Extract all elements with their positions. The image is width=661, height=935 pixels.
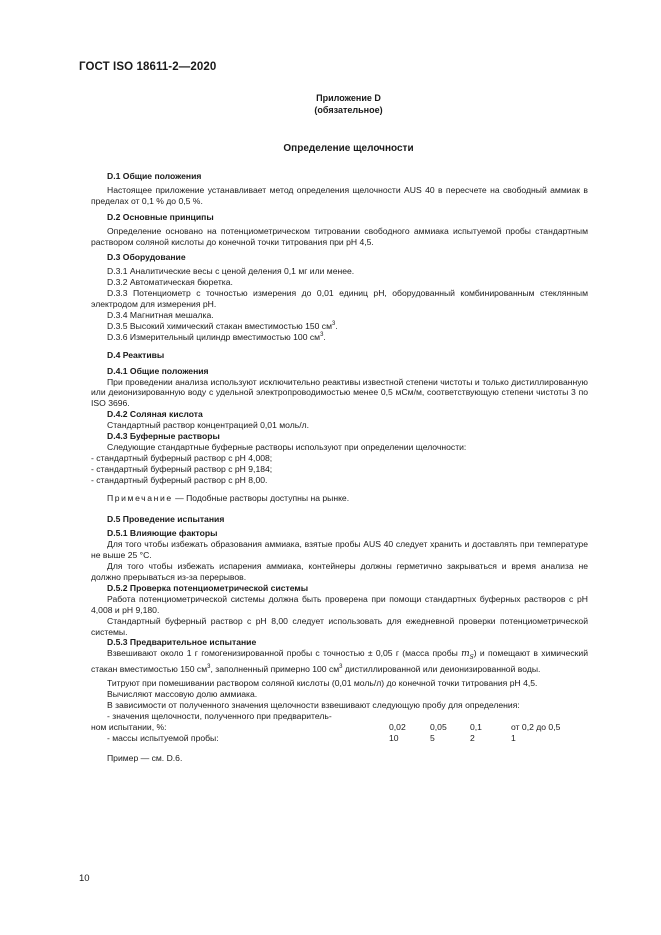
section-heading-d4: D.4 Реактивы (107, 349, 165, 360)
subsection-heading-d42: D.4.2 Соляная кислота (107, 409, 203, 420)
annex-heading (0, 92, 661, 116)
table-row-label: - значения щелочности, полученного при предваритель- (107, 710, 332, 721)
list-item: D.3.4 Магнитная мешалка. (107, 309, 214, 320)
list-item: D.3.3 Потенциометр с точностью измерения до 0,01 единиц pH, оборудованный комбинированным стеклянным электродом для измерения pH. (91, 288, 588, 310)
annex-title: Определение щелочности (283, 143, 414, 154)
section-heading-d3: D.3 Оборудование (107, 252, 186, 263)
paragraph: В зависимости от полученного значения щелочности взвешивают следующую пробу для определения: (107, 699, 520, 710)
page-number: 10 (79, 873, 90, 884)
paragraph: Определение основано на потенциометрическом титровании свободного аммиака испытуемой пробы стандартным раствором соляной кислоты до конечной точки титрования при pH 4,5. (91, 225, 588, 247)
subsection-heading-d43: D.4.3 Буферные растворы (107, 431, 220, 442)
table-cell: 2 (470, 732, 475, 743)
paragraph: Следующие стандартные буферные растворы используют при определении щелочности: (107, 441, 467, 452)
list-item: - стандартный буферный раствор с pH 8,00. (91, 474, 268, 485)
paragraph: Взвешивают около 1 г гомогенизированной пробы с точностью ± 0,05 г (масса пробы $m_S$) и помещают в химический стакан вместимостью 150 $см^3$, заполненный примерно 100 $см^3$ дистиллированной или деионизированной воды. (91, 648, 588, 675)
annex-status: (обязательное) (314, 105, 383, 115)
note: Примечание — Подобные растворы доступны на рынке. (107, 492, 350, 503)
document-header: ГОСТ ISO 18611-2—2020 (79, 61, 217, 73)
list-item: D.3.5 Высокий химический стакан вместимостью 150 $см^3$. (107, 320, 338, 331)
paragraph: Титруют при помешивании раствором соляной кислоты (0,01 моль/л) до конечной точки титрования pH 4,5. (107, 677, 538, 688)
paragraph: Стандартный раствор концентрацией 0,01 моль/л. (107, 420, 310, 431)
table-row (91, 733, 588, 744)
subsection-heading-d41: D.4.1 Общие положения (107, 365, 209, 376)
list-item: - стандартный буферный раствор с pH 4,008; (91, 452, 273, 463)
list-item: D.3.6 Измерительный цилиндр вместимостью 100 $см^3$. (107, 331, 326, 342)
paragraph: Стандартный буферный раствор с pH 8,00 следует использовать для ежедневной проверки потенциометрической системы. (91, 615, 588, 637)
annex-label: Приложение D (316, 93, 381, 103)
subsection-heading-d53: D.5.3 Предварительное испытание (107, 637, 257, 648)
section-heading-d2: D.2 Основные принципы (107, 211, 214, 222)
list-item: - стандартный буферный раствор с pH 9,184; (91, 463, 273, 474)
table-cell: 0,02 (389, 721, 406, 732)
section-heading-d1: D.1 Общие положения (107, 171, 202, 181)
table-cell: от 0,2 до 0,5 (511, 721, 561, 732)
section-heading-d5: D.5 Проведение испытания (107, 514, 225, 525)
mass-symbol: $m_S$ (461, 649, 474, 662)
paragraph: Настоящее приложение устанавливает метод определения щелочности AUS 40 в пересчете на свободный аммиак в пределах от 0,1 % до 0,5 %. (91, 184, 588, 206)
paragraph: Для того чтобы избежать образования аммиака, взятые пробы AUS 40 следует хранить и доставлять при температуре не выше 25 °С. (91, 539, 588, 561)
table-cell: 10 (389, 732, 399, 743)
table-cell: 1 (511, 732, 516, 743)
list-item: D.3.2 Автоматическая бюретка. (107, 277, 233, 288)
paragraph: Работа потенциометрической системы должна быть проверена при помощи стандартных буферных растворов с pH 4,008 и pH 9,180. (91, 593, 588, 615)
subsection-heading-d52: D.5.2 Проверка потенциометрической системы (107, 582, 309, 593)
table-cell: 0,05 (430, 721, 447, 732)
paragraph: Для того чтобы избежать испарения аммиака, контейнеры должны герметично закрываться и время анализа не должно прерываться из-за перерывов. (91, 561, 588, 582)
list-item: D.3.1 Аналитические весы с ценой деления 0,1 мг или менее. (107, 266, 355, 277)
table-row-label: ном испытании, %: (91, 721, 167, 732)
paragraph: При проведении анализа используют исключительно реактивы известной степени чистоты и только дистиллированную или деионизированную воду с удельной электропроводимостью менее 0,5 мСм/м, соответствующую степени чистоты 3 по ISO 3696. (91, 376, 588, 409)
table-row-label: - массы испытуемой пробы: (107, 732, 219, 743)
table-cell: 5 (430, 732, 435, 743)
subsection-heading-d51: D.5.1 Влияющие факторы (107, 528, 218, 539)
example-reference: Пример — см. D.6. (107, 752, 183, 763)
paragraph: Вычисляют массовую долю аммиака. (107, 688, 258, 699)
document-body (91, 171, 588, 763)
table-row (91, 722, 588, 733)
table-cell: 0,1 (470, 721, 482, 732)
